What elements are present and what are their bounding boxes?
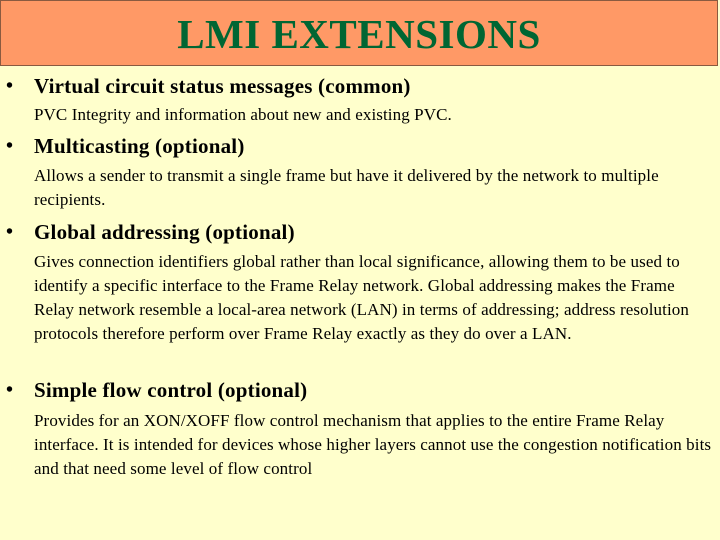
bullet-heading-text: Virtual circuit status messages (common) [34, 74, 411, 98]
bullet-icon: • [6, 75, 14, 97]
bullet-heading [0, 133, 720, 159]
bullet-heading [0, 219, 720, 245]
bullet-icon: • [6, 135, 14, 157]
bullet-item-virtual-circuit-status [0, 73, 458, 127]
bullet-heading [0, 73, 458, 99]
bullet-heading-text: Simple flow control (optional) [34, 378, 308, 402]
bullet-heading-text: Global addressing (optional) [34, 220, 295, 244]
bullet-description: Allows a sender to transmit a single frame but have it delivered by the network to multiple recipients. [34, 166, 659, 209]
bullet-item-simple-flow-control [0, 377, 720, 481]
bullet-description: Gives connection identifiers global rather than local significance, allowing them to be used to identify a specific interface to the Frame Relay network. Global addressing makes the Frame Relay network resemble a local-area network (LAN) in terms of addressing; address resolution protocols therefore perform over Frame Relay exactly as they do over a LAN. [34, 252, 689, 343]
title-bar [0, 0, 718, 66]
bullet-heading [0, 377, 720, 403]
page-title: LMI EXTENSIONS [177, 11, 541, 57]
bullet-item-multicasting [0, 133, 720, 212]
bullet-icon: • [6, 379, 14, 401]
bullet-description: Provides for an XON/XOFF flow control mechanism that applies to the entire Frame Relay interface. It is intended for devices whose higher layers cannot use the congestion notification bits and that need some level of flow control [34, 411, 712, 478]
bullet-heading-text: Multicasting (optional) [34, 134, 245, 158]
bullet-description: PVC Integrity and information about new and existing PVC. [34, 105, 452, 124]
bullet-icon: • [6, 221, 14, 243]
bullet-item-global-addressing [0, 219, 720, 346]
